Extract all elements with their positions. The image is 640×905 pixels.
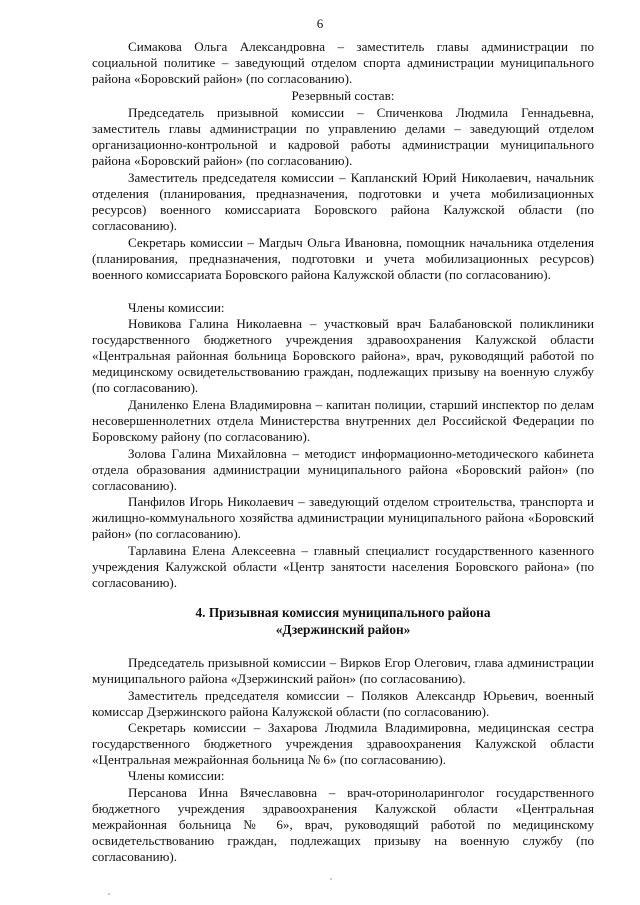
paragraph-magdych: Секретарь комиссии – Магдыч Ольга Ивановна, помощник начальника отделения (планирования, предназначения, подготовки и учета мобилизационных ресурсов) военного комиссариата Боровского района Калужской области (по согласованию). (92, 235, 594, 283)
section-4-heading-line-2: «Дзержинский район» (275, 622, 411, 637)
paragraph-kaplansky: Заместитель председателя комиссии – Капланский Юрий Николаевич, начальник отделения (планирования, предназначения, подготовки и учета мобилизационных ресурсов) военного комиссариата Боровского района Калужской области (по согласованию). (92, 170, 594, 234)
scan-speck (330, 878, 332, 880)
paragraph-simakova: Симакова Ольга Александровна – заместитель главы администрации по социальной политике – заведующий отделом спорта администрации муниципального района «Боровский район» (по согласованию). (92, 39, 594, 87)
paragraph-tarlavina: Тарлавина Елена Алексеевна – главный специалист государственного казенного учреждения Калужской области «Центр занятости населения Боровского района» (по согласованию). (92, 543, 594, 591)
paragraph-zakharova: Секретарь комиссии – Захарова Людмила Владимировна, медицинская сестра государственного бюджетного учреждения здравоохранения Калужской области «Центральная межрайонная больница № 6» (по согласованию). (92, 720, 594, 768)
reserve-composition-label: Резервный состав: (291, 88, 395, 103)
scan-speck (108, 893, 110, 895)
paragraph-novikova: Новикова Галина Николаевна – участковый врач Балабановской поликлиники государственного бюджетного учреждения здравоохранения Калужской области «Центральная районная больница Боровского района», врач, руководящий работой по медицинскому освидетельствованию граждан, подлежащих призыву на военную службу (по согласованию). (92, 316, 594, 396)
paragraph-persanova: Персанова Инна Вячеславовна – врач-оториноларинголог государственного бюджетного учреждения здравоохранения Калужской области «Центральная межрайонная больница № 6», врач, руководящий работой по медицинскому освидетельствованию граждан, подлежащих призыву на военную службу (по согласованию). (92, 785, 594, 865)
paragraph-panfilov: Панфилов Игорь Николаевич – заведующий отделом строительства, транспорта и жилищно-коммунального хозяйства администрации муниципального района «Боровский район» (по согласованию). (92, 494, 594, 542)
paragraph-polyakov: Заместитель председателя комиссии – Поляков Александр Юрьевич, военный комиссар Дзержинского района Калужской области (по согласованию). (92, 688, 594, 720)
section-4-heading-line-1: 4. Призывная комиссия муниципального района (195, 605, 491, 620)
members-label-2: Члены комиссии: (128, 768, 225, 783)
paragraph-spichenkova: Председатель призывной комиссии – Спиченкова Людмила Геннадьевна, заместитель главы администрации по управлению делами – заведующий отделом организационно-контрольной и кадровой работы администрации муниципального района «Боровский район» (по согласованию). (92, 105, 594, 169)
paragraph-zolova: Золова Галина Михайловна – методист информационно-методического кабинета отдела образования администрации муниципального района «Боровский район» (по согласованию). (92, 446, 594, 494)
paragraph-virkov: Председатель призывной комиссии – Вирков Егор Олегович, глава администрации муниципального района «Дзержинский район» (по согласованию). (92, 655, 594, 687)
page-number: 6 (316, 16, 324, 31)
members-label-1: Члены комиссии: (128, 300, 225, 315)
paragraph-danilenko: Даниленко Елена Владимировна – капитан полиции, старший инспектор по делам несовершеннолетних отдела Министерства внутренних дел Российской Федерации по Боровскому району (по согласованию). (92, 397, 594, 445)
